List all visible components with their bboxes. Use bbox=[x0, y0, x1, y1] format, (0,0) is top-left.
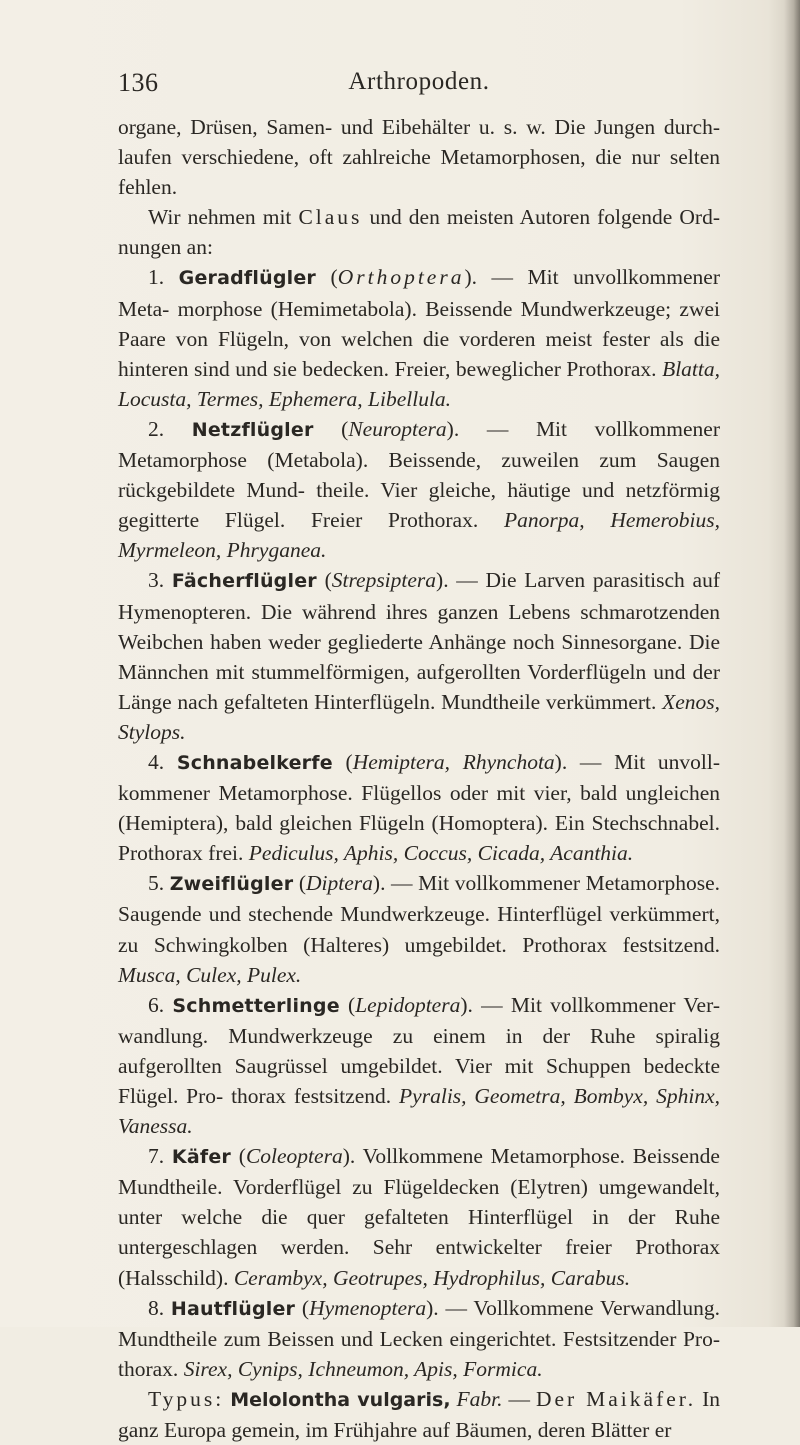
order-latin: Neuroptera bbox=[348, 416, 447, 441]
page-edge-shadow bbox=[784, 0, 800, 1327]
order-hymenoptera: 8. Hautflügler (Hymenoptera). — Vollkommene Verwandlung. Mundtheile zum Beissen und Lecken eingerichtet. Festsitzender Pro- thorax. Sirex, Cynips, Ichneumon, Apis, Formica. bbox=[118, 1295, 721, 1381]
order-latin: Coleoptera bbox=[245, 1144, 343, 1169]
typus-common-name: Der Maikäfer. bbox=[535, 1386, 697, 1411]
order-latin: Orthoptera bbox=[337, 265, 465, 290]
typus-author: Fabr. bbox=[456, 1386, 503, 1411]
order-name: Hautflügler bbox=[170, 1297, 296, 1320]
order-genera: Pyralis, Geometra, Bombyx, Sphinx, Vanessa. bbox=[118, 1084, 720, 1139]
order-name: Zweiflügler bbox=[169, 873, 294, 896]
typus-label: Typus: bbox=[148, 1386, 225, 1411]
order-genera: Blatta, Locusta, Termes, Ephemera, Libellula. bbox=[118, 356, 720, 411]
order-name: Käfer bbox=[171, 1146, 231, 1169]
order-genera: Pediculus, Aphis, Coccus, Cicada, Acanthia. bbox=[248, 841, 634, 866]
order-name: Fächerflügler bbox=[171, 570, 317, 593]
order-lepidoptera: 6. Schmetterlinge (Lepidoptera). — Mit vollkommener Ver- wandlung. Mundwerkzeuge zu einem in der Ruhe spiralig aufgerollten Saugrüssel umgebildet. Vier mit Schuppen bedeckte Flügel. Pro- thorax festsitzend. Pyralis, Geometra, Bombyx, Sphinx, Vanessa. bbox=[118, 992, 720, 1139]
page-header bbox=[118, 68, 720, 102]
order-latin: Lepidoptera bbox=[355, 992, 461, 1017]
order-genera: Musca, Culex, Pulex. bbox=[118, 962, 302, 987]
order-name: Schnabelkerfe bbox=[176, 751, 333, 774]
order-latin: Diptera bbox=[306, 871, 373, 896]
order-neuroptera: 2. Netzflügler (Neuroptera). — Mit vollkommener Metamorphose (Metabola). Beissende, zuweilen zum Saugen rückgebildete Mund- theile. Vier gleiche, häutige und netzförmig gegitterte Flügel. Freier Prothorax. Panorpa, Hemerobius, Myrmeleon, Phryganea. bbox=[118, 416, 720, 563]
author-name: Claus bbox=[298, 205, 363, 230]
typus-species: Melolontha vulgaris, bbox=[230, 1388, 451, 1411]
page-number: 136 bbox=[118, 68, 159, 97]
order-hemiptera: 4. Schnabelkerfe (Hemiptera, Rhynchota). — Mit unvoll- kommener Metamorphose. Flügellos oder mit vier, bald ungleichen (Hemiptera), bald gleichen Flügeln (Homoptera). Ein Stechschnabel. Prothorax frei. Pediculus, Aphis, Coccus, Cicada, Acanthia. bbox=[118, 749, 721, 866]
order-genera: Sirex, Cynips, Ichneumon, Apis, Formica. bbox=[183, 1356, 543, 1381]
order-strepsiptera: 3. Fächerflügler (Strepsiptera). — Die Larven parasitisch auf Hymenopteren. Die während ihres ganzen Lebens schmarotzenden Weibchen haben weder gegliederte Anhänge noch Sinnesorgane. Die Männchen mit stummelförmigen, aufgerollten Vorderflügeln und der Länge nach gefalteten Hinterflügeln. Mundtheile verkümmert. Xenos, Stylops. bbox=[118, 568, 720, 744]
order-latin: Hymenoptera bbox=[309, 1295, 427, 1320]
order-name: Netzflügler bbox=[191, 418, 314, 441]
body-text bbox=[118, 112, 720, 1445]
running-title: Arthropoden. bbox=[348, 68, 490, 95]
order-name: Geradflügler bbox=[178, 267, 317, 290]
typus-paragraph: Typus: Melolontha vulgaris, Fabr. — Der Maikäfer. In ganz Europa gemein, im Frühjahre auf Bäumen, deren Blätter er bbox=[118, 1386, 720, 1443]
order-latin: Hemiptera, Rhynchota bbox=[352, 749, 555, 774]
order-coleoptera: 7. Käfer (Coleoptera). Vollkommene Metamorphose. Beissende Mundtheile. Vorderflügel zu Flügeldecken (Elytren) umgewandelt, unter welche die quer gefalteten Hinterflügel in der Ruhe untergeschlagen werden. Sehr entwickelter freier Prothorax (Halsschild). Cerambyx, Geotrupes, Hydrophilus, Carabus. bbox=[118, 1144, 720, 1290]
order-genera: Cerambyx, Geotrupes, Hydrophilus, Carabus. bbox=[233, 1265, 631, 1290]
intro-paragraph: organe, Drüsen, Samen- und Eibehälter u. s. w. Die Jungen durch- laufen verschiedene, oft zahlreiche Metamorphosen, die nur selten fehlen. bbox=[118, 115, 720, 200]
order-genera: Panorpa, Hemerobius, Myrmeleon, Phryganea. bbox=[118, 508, 720, 563]
order-name: Schmetterlinge bbox=[172, 994, 340, 1017]
order-diptera: 5. Zweiflügler (Diptera). — Mit vollkommener Metamorphose. Saugende und stechende Mundwerkzeuge. Hinterflügel verkümmert, zu Schwingkolben (Halteres) umgebildet. Prothorax festsitzend. Musca, Culex, Pulex. bbox=[118, 871, 720, 987]
order-genera: Xenos, Stylops. bbox=[118, 689, 720, 744]
order-orthoptera: 1. Geradflügler (Orthoptera). — Mit unvollkommener Meta- morphose (Hemimetabola). Beissende Mundwerkzeuge; zwei Paare von Flügeln, von welchen die vorderen meist fester als die hinteren sind und sie bedecken. Freier, beweglicher Prothorax. Blatta, Locusta, Termes, Ephemera, Libellula. bbox=[118, 265, 721, 411]
claus-paragraph: Wir nehmen mit Claus und den meisten Autoren folgende Ord- nungen an: bbox=[118, 205, 720, 260]
order-latin: Strepsiptera bbox=[331, 568, 437, 593]
